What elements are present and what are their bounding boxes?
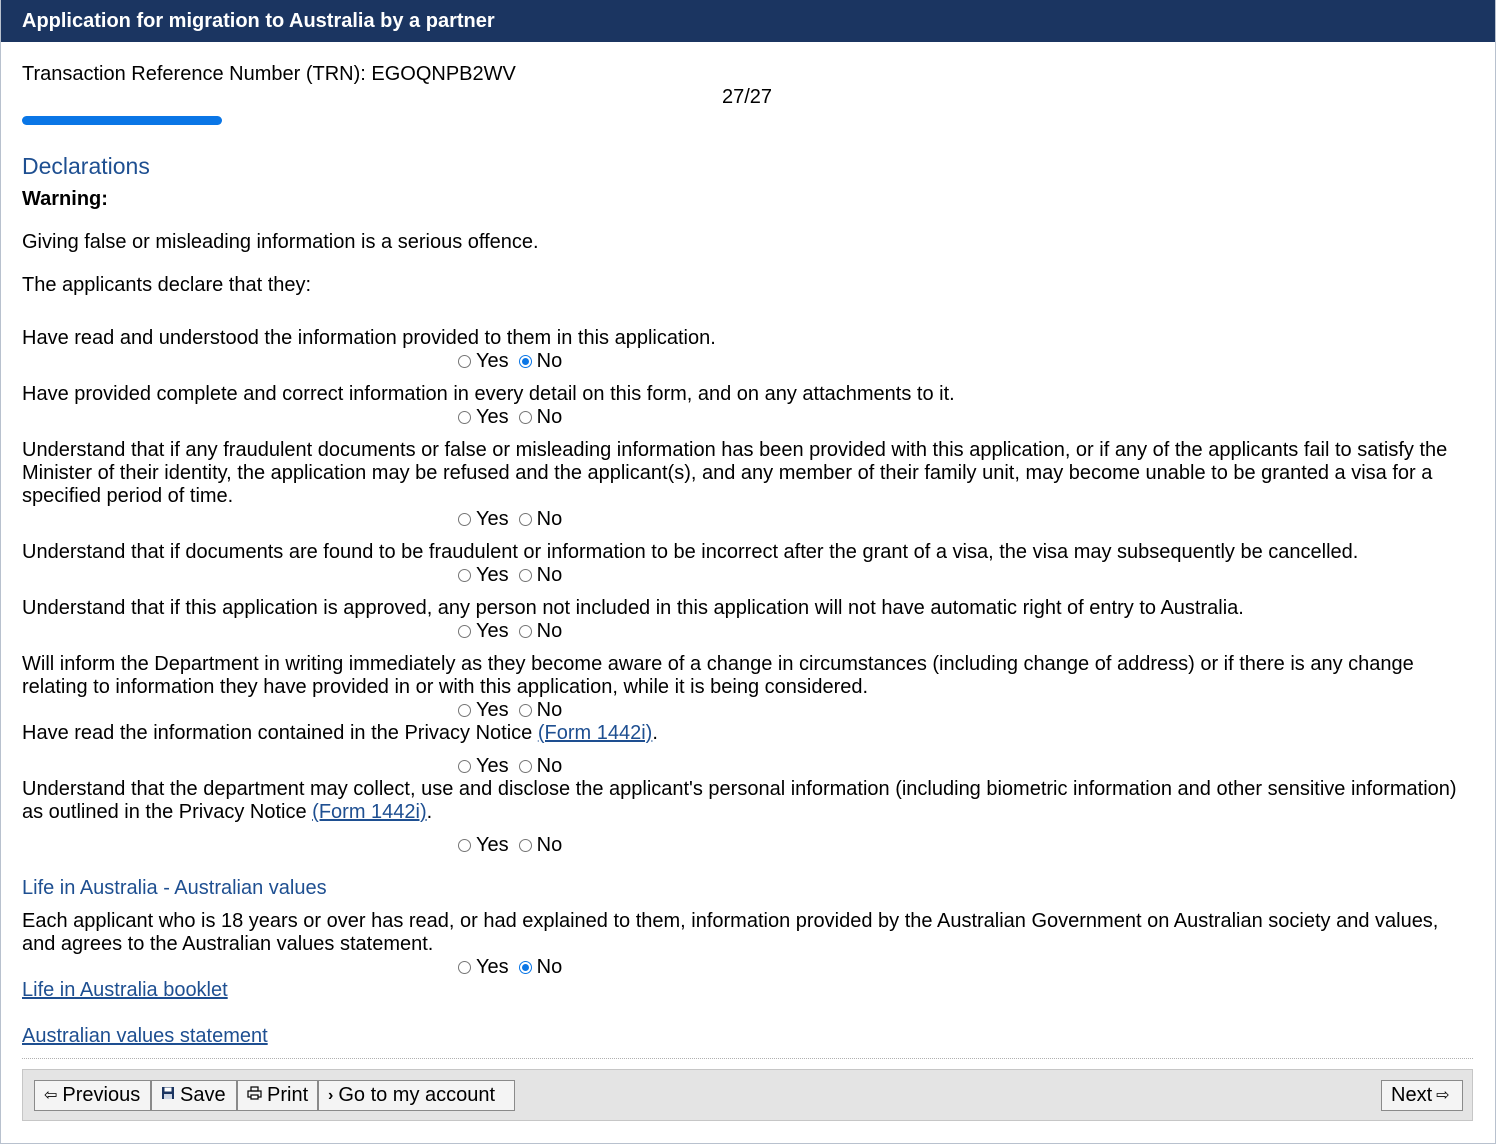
yes-label: Yes xyxy=(476,755,509,777)
no-radio[interactable] xyxy=(519,411,532,424)
yes-radio[interactable] xyxy=(458,839,471,852)
save-label: Save xyxy=(180,1084,226,1106)
no-label: No xyxy=(536,834,563,856)
yes-label: Yes xyxy=(476,406,509,428)
declaration-radio-group xyxy=(458,620,562,642)
yes-option[interactable] xyxy=(458,755,509,777)
declaration-intro: The applicants declare that they: xyxy=(22,274,312,296)
next-label: Next xyxy=(1391,1084,1433,1106)
warning-label: Warning: xyxy=(22,188,108,210)
previous-button[interactable] xyxy=(34,1080,151,1111)
no-radio[interactable] xyxy=(519,513,532,526)
yes-option[interactable] xyxy=(458,508,509,530)
section-title: Declarations xyxy=(22,153,150,179)
values-section-title: Life in Australia - Australian values xyxy=(22,877,327,899)
no-label: No xyxy=(536,699,563,721)
declaration-text: Have read and understood the information provided to them in this application. xyxy=(22,327,716,349)
values-declaration-text: Each applicant who is 18 years or over has read, or had explained to them, information provided by the Australian Government on Australian society and values, and agrees to the Australian values statement. xyxy=(22,910,1439,955)
no-label: No xyxy=(536,620,563,642)
no-option[interactable] xyxy=(519,350,563,372)
no-radio[interactable] xyxy=(519,355,532,368)
yes-option[interactable] xyxy=(458,834,509,856)
declaration-text xyxy=(22,778,1467,824)
declaration-text-part: Have read the information contained in the Privacy Notice xyxy=(22,722,538,744)
life-in-australia-booklet-link[interactable]: Life in Australia booklet xyxy=(22,979,228,1001)
declaration-radio-group xyxy=(458,755,562,777)
no-option[interactable] xyxy=(519,956,563,978)
declaration-radio-group xyxy=(458,350,562,372)
declaration-text-part: Understand that the department may collect, use and disclose the applicant's personal information (including biometric information and other sensitive information) as outlined in the Privacy Notice xyxy=(22,778,1457,823)
window-title: Application for migration to Australia by a partner xyxy=(1,0,1495,42)
yes-option[interactable] xyxy=(458,699,509,721)
declaration-text-suffix: . xyxy=(426,801,433,823)
no-label: No xyxy=(536,508,563,530)
no-option[interactable] xyxy=(519,755,563,777)
declaration-radio-group xyxy=(458,508,562,530)
no-option[interactable] xyxy=(519,406,563,428)
no-label: No xyxy=(536,755,563,777)
no-label: No xyxy=(536,406,563,428)
privacy-notice-link[interactable]: (Form 1442i) xyxy=(312,801,427,823)
yes-option[interactable] xyxy=(458,406,509,428)
declaration-radio-group xyxy=(458,699,562,721)
yes-radio[interactable] xyxy=(458,625,471,638)
yes-label: Yes xyxy=(476,564,509,586)
trn-label: Transaction Reference Number (TRN): EGOQNPB2WV xyxy=(22,63,516,85)
declaration-radio-group xyxy=(458,564,562,586)
yes-label: Yes xyxy=(476,834,509,856)
account-label: Go to my account xyxy=(338,1084,496,1106)
yes-radio[interactable] xyxy=(458,760,471,773)
no-radio[interactable] xyxy=(519,625,532,638)
no-option[interactable] xyxy=(519,508,563,530)
no-option[interactable] xyxy=(519,620,563,642)
yes-radio[interactable] xyxy=(458,704,471,717)
page-indicator: 27/27 xyxy=(722,86,773,108)
warning-text: Giving false or misleading information is a serious offence. xyxy=(22,231,539,253)
yes-label: Yes xyxy=(476,699,509,721)
no-label: No xyxy=(536,956,563,978)
yes-label: Yes xyxy=(476,508,509,530)
declaration-text: Will inform the Department in writing immediately as they become aware of a change in circumstances (including change of address) or if there is any change relating to information they have provided in or with this application, while it is being considered. xyxy=(22,653,1414,698)
progress-bar xyxy=(22,116,222,125)
yes-radio[interactable] xyxy=(458,411,471,424)
yes-radio[interactable] xyxy=(458,569,471,582)
no-radio[interactable] xyxy=(519,569,532,582)
no-option[interactable] xyxy=(519,834,563,856)
yes-radio[interactable] xyxy=(458,961,471,974)
arrow-left-icon: ⇦ xyxy=(44,1087,58,1104)
arrow-right-icon: ⇨ xyxy=(1436,1087,1450,1104)
divider xyxy=(22,1058,1473,1059)
declaration-radio-group xyxy=(458,406,562,428)
declaration-text xyxy=(22,722,1467,745)
go-to-my-account-button[interactable] xyxy=(318,1080,515,1111)
no-radio[interactable] xyxy=(519,839,532,852)
declaration-radio-group xyxy=(458,834,562,856)
privacy-notice-link[interactable]: (Form 1442i) xyxy=(537,722,653,744)
yes-option[interactable] xyxy=(458,350,509,372)
yes-radio[interactable] xyxy=(458,513,471,526)
australian-values-statement-link[interactable]: Australian values statement xyxy=(22,1025,268,1047)
no-option[interactable] xyxy=(519,699,563,721)
declaration-text: Understand that if any fraudulent documents or false or misleading information has been provided with this application, or if any of the applicants fail to satisfy the Minister of their identity, the application may be refused and the applicant(s), and any member of their family unit, may become unable to be granted a visa for a specified period of time. xyxy=(22,439,1448,507)
values-radio-group xyxy=(458,956,562,978)
previous-label: Previous xyxy=(62,1084,141,1106)
chevron-right-icon: › xyxy=(328,1087,334,1104)
floppy-disk-icon xyxy=(161,1081,175,1110)
yes-label: Yes xyxy=(476,956,509,978)
yes-radio[interactable] xyxy=(458,355,471,368)
yes-option[interactable] xyxy=(458,564,509,586)
no-label: No xyxy=(536,350,563,372)
printer-icon xyxy=(247,1081,262,1110)
no-radio[interactable] xyxy=(519,704,532,717)
no-radio[interactable] xyxy=(519,961,532,974)
save-button[interactable] xyxy=(151,1080,237,1111)
declaration-text: Have provided complete and correct information in every detail on this form, and on any attachments to it. xyxy=(22,383,955,405)
declaration-text-suffix: . xyxy=(652,722,658,744)
no-option[interactable] xyxy=(519,564,563,586)
no-radio[interactable] xyxy=(519,760,532,773)
yes-option[interactable] xyxy=(458,956,509,978)
no-label: No xyxy=(536,564,563,586)
yes-label: Yes xyxy=(476,620,509,642)
yes-option[interactable] xyxy=(458,620,509,642)
declaration-text: Understand that if this application is approved, any person not included in this application will not have automatic right of entry to Australia. xyxy=(22,597,1244,619)
yes-label: Yes xyxy=(476,350,509,372)
print-label: Print xyxy=(267,1084,309,1106)
declaration-text: Understand that if documents are found to be fraudulent or information to be incorrect after the grant of a visa, the visa may subsequently be cancelled. xyxy=(22,541,1359,563)
print-button[interactable] xyxy=(237,1080,318,1111)
next-button[interactable] xyxy=(1381,1080,1463,1111)
